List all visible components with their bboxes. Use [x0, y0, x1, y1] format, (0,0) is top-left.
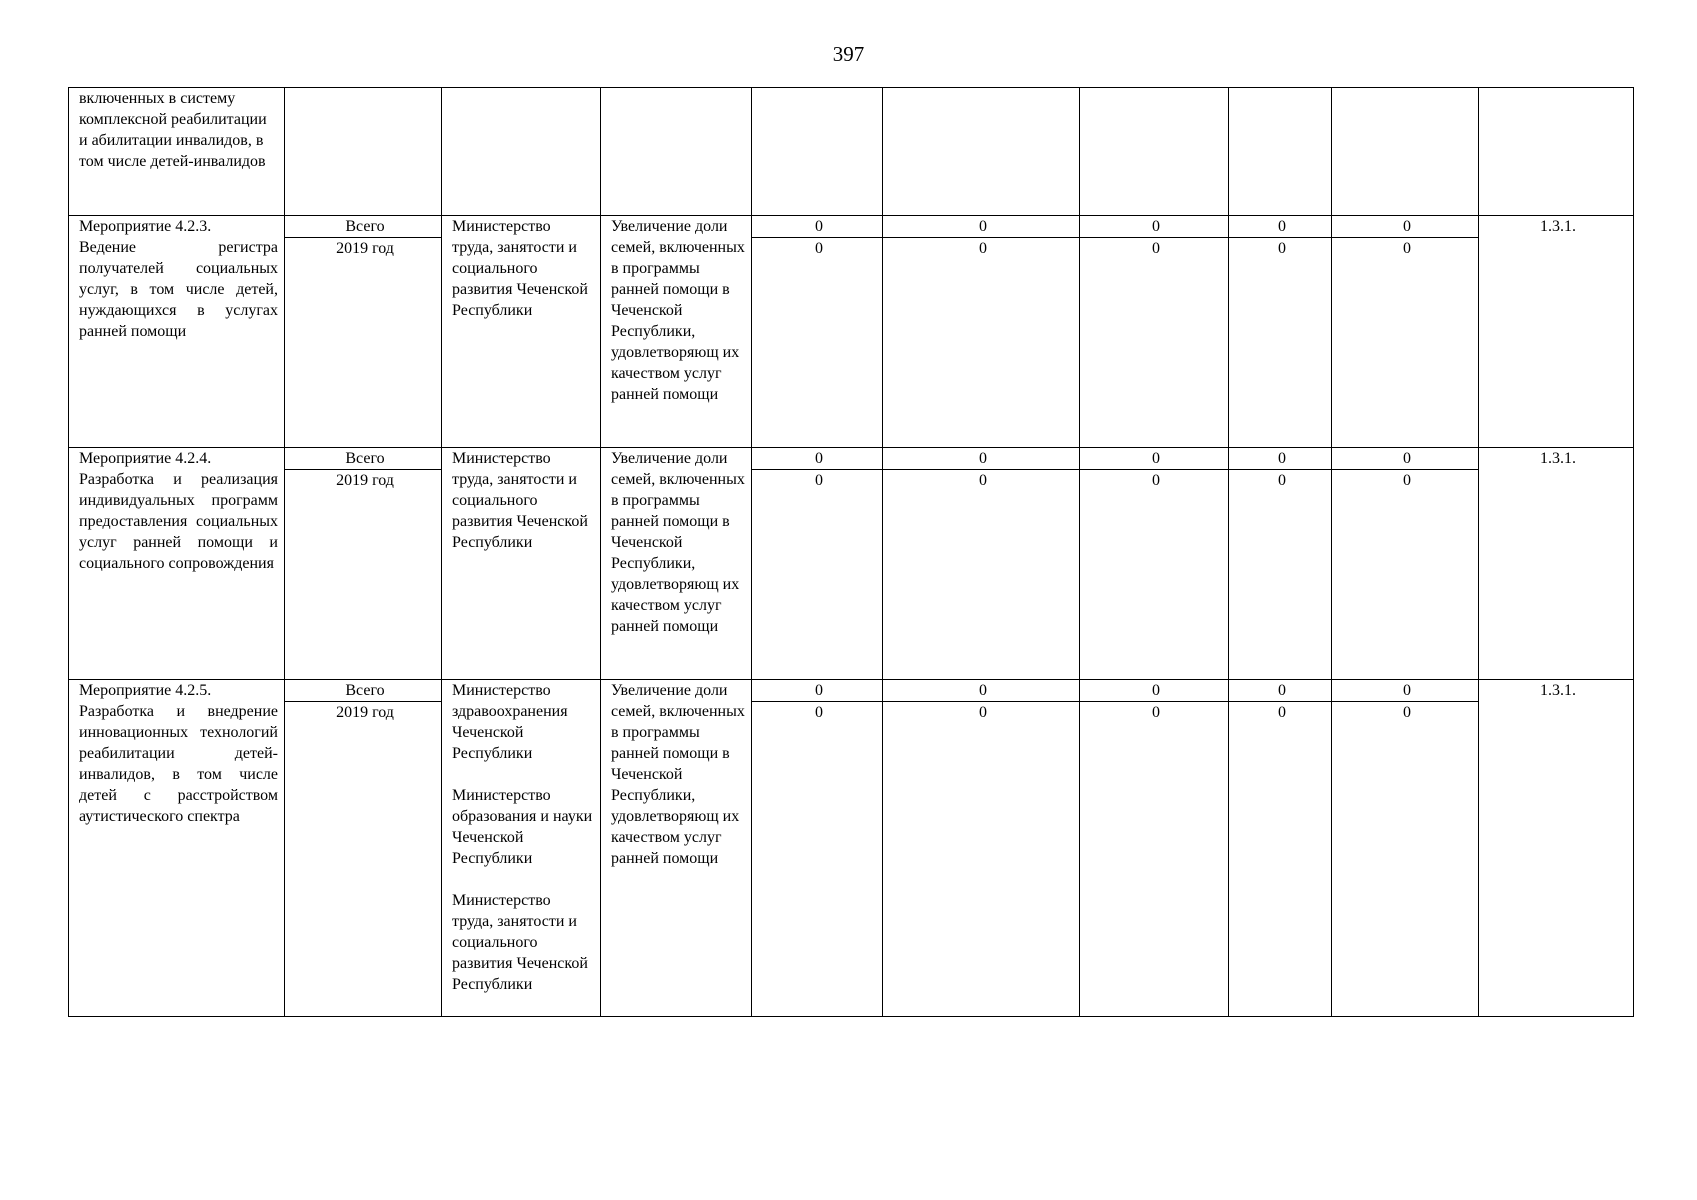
year-value: 0: [752, 470, 883, 680]
measure-description: Ведение регистра получателей социальных услуг, в том числе детей, нуждающихся в услугах ранней помощи: [79, 239, 278, 340]
year-value: 0: [752, 702, 883, 1017]
total-value: 0: [1332, 216, 1479, 238]
year-value: 0: [1332, 238, 1479, 448]
measure-name-cell: [69, 448, 285, 680]
result-cell: Увеличение доли семей, включенных в программы ранней помощи в Чеченской Республики, удовлетворяющ их качеством услуг ранней помощи: [601, 680, 752, 1017]
measure-name-cell: [69, 216, 285, 448]
executor: Министерство труда, занятости и социального развития Чеченской Республики: [452, 450, 588, 551]
year-value: 0: [1332, 470, 1479, 680]
executor: Министерство труда, занятости и социального развития Чеченской Республики: [452, 892, 588, 993]
year-value: 0: [752, 238, 883, 448]
period-year: 2019 год: [285, 702, 442, 1017]
measure-title: Мероприятие 4.2.5.: [79, 682, 212, 699]
executor: Министерство труда, занятости и социального развития Чеченской Республики: [452, 218, 588, 319]
total-value: 0: [883, 680, 1080, 702]
total-value: 0: [1332, 448, 1479, 470]
year-value: 0: [1332, 702, 1479, 1017]
measure-row-year: [69, 238, 1634, 448]
executor: Министерство здравоохранения Чеченской Республики: [452, 682, 568, 762]
year-value: 0: [883, 702, 1080, 1017]
result-cell: Увеличение доли семей, включенных в программы ранней помощи в Чеченской Республики, удовлетворяющ их качеством услуг ранней помощи: [601, 216, 752, 448]
total-value: 0: [883, 216, 1080, 238]
measure-row-year: [69, 702, 1634, 1017]
year-value: 0: [1229, 702, 1332, 1017]
total-value: 0: [1229, 680, 1332, 702]
total-value: 0: [1332, 680, 1479, 702]
measure-name-cell: [69, 680, 285, 1017]
total-value: 0: [752, 216, 883, 238]
year-value: 0: [1080, 470, 1229, 680]
year-value: 0: [883, 238, 1080, 448]
indicator-ref: 1.3.1.: [1479, 216, 1634, 448]
total-value: 0: [752, 680, 883, 702]
period-total: Всего: [285, 216, 442, 238]
page-number: 397: [832, 42, 865, 66]
period-year: 2019 год: [285, 238, 442, 448]
measure-title: Мероприятие 4.2.4.: [79, 450, 212, 467]
year-value: 0: [1229, 470, 1332, 680]
measure-row-total: [69, 680, 1634, 702]
result-cell: Увеличение доли семей, включенных в программы ранней помощи в Чеченской Республики, удовлетворяющ их качеством услуг ранней помощи: [601, 448, 752, 680]
year-value: 0: [883, 470, 1080, 680]
executor-cell: [442, 216, 601, 448]
executor-cell: [442, 448, 601, 680]
measure-row-total: [69, 216, 1634, 238]
total-value: 0: [1080, 448, 1229, 470]
continuation-row: [69, 88, 1634, 216]
indicator-ref: 1.3.1.: [1479, 680, 1634, 1017]
year-value: 0: [1080, 238, 1229, 448]
year-value: 0: [1229, 238, 1332, 448]
period-year: 2019 год: [285, 470, 442, 680]
total-value: 0: [752, 448, 883, 470]
total-value: 0: [883, 448, 1080, 470]
measures-table: [68, 87, 1634, 1017]
measure-description: Разработка и реализация индивидуальных программ предоставления социальных услуг ранней помощи и социального сопровождения: [79, 471, 278, 572]
total-value: 0: [1080, 680, 1229, 702]
measure-row-total: [69, 448, 1634, 470]
period-total: Всего: [285, 448, 442, 470]
year-value: 0: [1080, 702, 1229, 1017]
measure-row-year: [69, 470, 1634, 680]
indicator-ref: 1.3.1.: [1479, 448, 1634, 680]
continuation-name: включенных в систему комплексной реабилитации и абилитации инвалидов, в том числе детей-инвалидов: [69, 88, 285, 216]
executor: Министерство образования и науки Чеченской Республики: [452, 787, 593, 867]
measure-title: Мероприятие 4.2.3.: [79, 218, 212, 235]
total-value: 0: [1229, 448, 1332, 470]
measure-description: Разработка и внедрение инновационных технологий реабилитации детей-инвалидов, в том числе детей с расстройством аутистического спектра: [79, 703, 278, 825]
total-value: 0: [1229, 216, 1332, 238]
total-value: 0: [1080, 216, 1229, 238]
period-total: Всего: [285, 680, 442, 702]
executor-cell: [442, 680, 601, 1017]
